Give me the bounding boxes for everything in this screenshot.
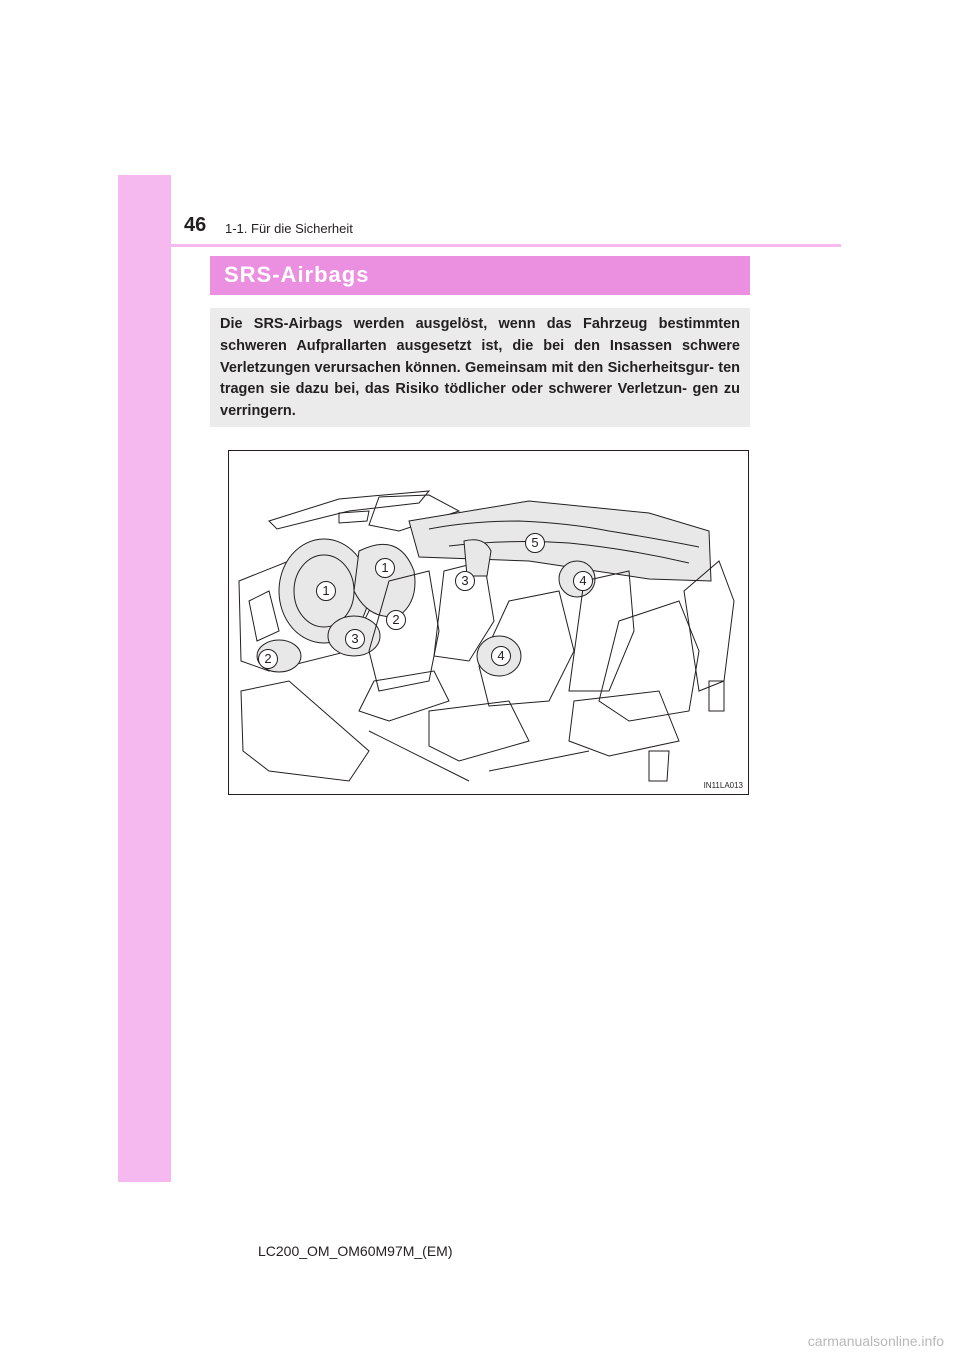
callout-label: 3 <box>455 571 475 591</box>
document-code: LC200_OM_OM60M97M_(EM) <box>258 1243 453 1259</box>
callout-marker <box>573 571 593 591</box>
figure-code: IN11LA013 <box>703 781 743 790</box>
vehicle-interior-drawing <box>229 451 748 794</box>
callout-marker <box>455 571 475 591</box>
callout-marker <box>258 649 278 669</box>
callout-marker <box>316 581 336 601</box>
callout-label: 2 <box>386 610 406 630</box>
watermark: carmanualsonline.info <box>807 1333 944 1349</box>
callout-label: 2 <box>258 649 278 669</box>
callout-label: 1 <box>375 558 395 578</box>
page-number: 46 <box>184 214 207 236</box>
intro-box <box>210 308 750 427</box>
callout-label: 4 <box>491 646 511 666</box>
callout-label: 1 <box>316 581 336 601</box>
callout-marker <box>525 533 545 553</box>
header-rule <box>118 244 841 247</box>
section-title-bar <box>210 256 750 295</box>
intro-text: Die SRS-Airbags werden ausgelöst, wenn das Fahrzeug bestimmten schweren Aufprallarten ausgesetzt ist, die bei den Insassen schwere Verletzungen verursachen können. Gemeinsam mit den Sicherheitsgur- ten tragen sie dazu bei, das Risiko tödlicher oder schwerer Verletzun- gen zu verringern. <box>220 316 740 420</box>
callout-label: 3 <box>345 629 365 649</box>
side-tab-bar <box>118 175 171 1182</box>
callout-marker <box>345 629 365 649</box>
callout-label: 5 <box>525 533 545 553</box>
callout-marker <box>375 558 395 578</box>
callout-marker <box>386 610 406 630</box>
chapter-label: 1-1. Für die Sicherheit <box>225 221 353 236</box>
airbag-illustration <box>228 450 749 795</box>
callout-marker <box>491 646 511 666</box>
callout-label: 4 <box>573 571 593 591</box>
section-title: SRS-Airbags <box>224 262 370 287</box>
